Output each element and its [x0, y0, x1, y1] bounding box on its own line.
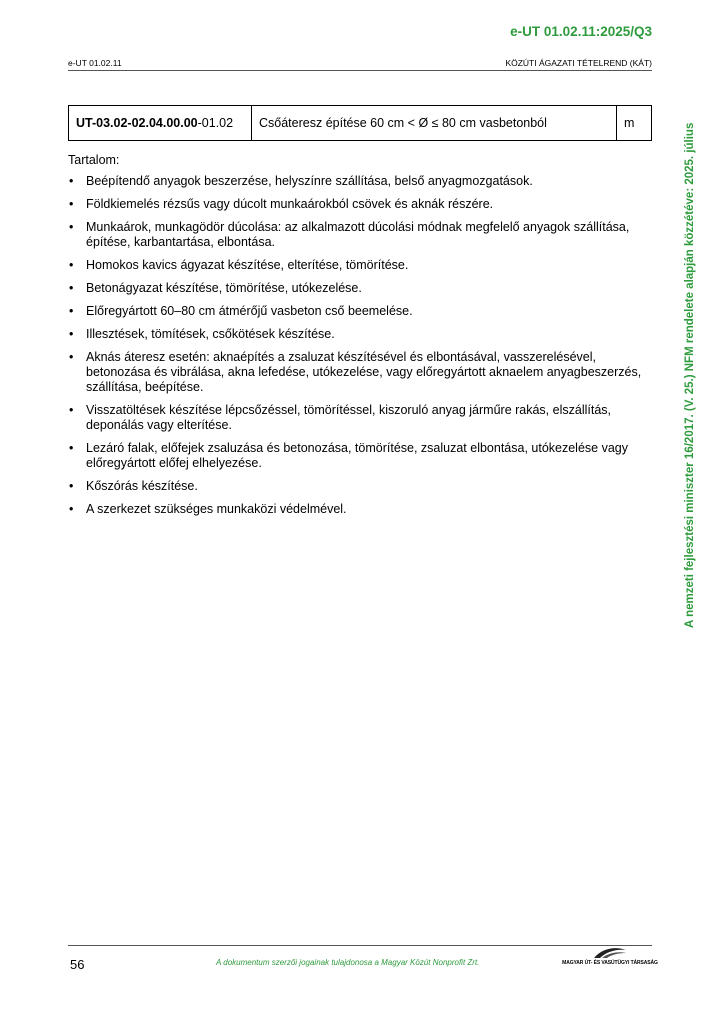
document-code: e-UT 01.02.11:2025/Q3	[510, 24, 652, 39]
list-item	[68, 327, 652, 342]
item-code-suffix: -01.02	[197, 116, 234, 130]
side-publication-note: A nemzeti fejlesztési miniszter 16/2017. (V. 25.) NFM rendelete alapján közzétéve: 2025. július	[684, 122, 696, 628]
list-item	[68, 304, 652, 319]
list-item-text: Földkiemelés rézsűs vagy dúcolt munkaárokból csövek és aknák részére.	[86, 197, 494, 211]
list-item	[68, 174, 652, 189]
logo-text: MAGYAR ÚT- ÉS VASÚTÜGYI TÁRSASÁG	[562, 960, 658, 966]
bullet-icon: •	[69, 281, 74, 295]
copyright-notice: A dokumentum szerzői jogainak tulajdonosa a Magyar Közút Nonprofit Zrt.	[216, 958, 480, 967]
bullet-icon: •	[69, 220, 74, 234]
bullet-icon: •	[69, 502, 74, 516]
list-item-text: Előregyártott 60–80 cm átmérőjű vasbeton cső beemelése.	[86, 304, 413, 318]
bullet-icon: •	[69, 441, 74, 455]
list-item-text: Visszatöltések készítése lépcsőzéssel, tömörítéssel, kiszoruló anyag járműre rakás, elszállítás, deponálás vagy elterítése.	[86, 403, 611, 432]
list-item-text: Aknás áteresz esetén: aknaépítés a zsaluzat készítésével és elbontásával, vasszerelésével, betonozása és vibrálása, akna lefedése, utókezelése, vagy előregyártott aknaelem anyagbeszerzés, szállítása, beépítése.	[86, 350, 642, 394]
header-right-title: KÖZÚTI ÁGAZATI TÉTELREND (KÁT)	[505, 58, 652, 68]
list-item	[68, 220, 652, 250]
list-item	[68, 258, 652, 273]
list-item	[68, 441, 652, 471]
list-item	[68, 350, 652, 395]
bullet-icon: •	[69, 174, 74, 188]
bullet-icon: •	[69, 197, 74, 211]
list-item-text: Munkaárok, munkagödör dúcolása: az alkalmazott dúcolási módnak megfelelő anyagok szállítása, építése, karbantartása, elbontása.	[86, 220, 630, 249]
bullet-icon: •	[69, 258, 74, 272]
running-header	[68, 58, 652, 71]
bullet-icon: •	[69, 327, 74, 341]
list-item-text: Illesztések, tömítések, csőkötések készítése.	[86, 327, 335, 341]
road-swoosh-icon	[592, 946, 628, 960]
item-code-main: UT-03.02-02.04.00.00	[76, 116, 198, 130]
list-item-text: Beépítendő anyagok beszerzése, helyszínre szállítása, belső anyagmozgatások.	[86, 174, 533, 188]
list-item-text: Betonágyazat készítése, tömörítése, utókezelése.	[86, 281, 362, 295]
bullet-icon: •	[69, 304, 74, 318]
list-item	[68, 502, 652, 517]
content-section	[68, 153, 652, 525]
item-description: Csőáteresz építése 60 cm < Ø ≤ 80 cm vasbetonból	[252, 106, 617, 141]
list-item	[68, 281, 652, 296]
list-item	[68, 403, 652, 433]
item-code-cell	[69, 106, 252, 141]
item-row	[69, 106, 652, 141]
content-list	[68, 174, 652, 517]
bullet-icon: •	[69, 403, 74, 417]
list-item-text: A szerkezet szükséges munkaközi védelmével.	[86, 502, 347, 516]
list-item-text: Homokos kavics ágyazat készítése, elterítése, tömörítése.	[86, 258, 409, 272]
bullet-icon: •	[69, 350, 74, 364]
society-logo	[560, 946, 660, 972]
item-unit: m	[617, 106, 652, 141]
content-title: Tartalom:	[68, 153, 120, 167]
bullet-icon: •	[69, 479, 74, 493]
page-number: 56	[70, 957, 85, 972]
item-table	[68, 105, 652, 141]
list-item-text: Lezáró falak, előfejek zsaluzása és betonozása, tömörítése, zsaluzat elbontása, utókezelése vagy előregyártott előfej elhelyezése.	[86, 441, 628, 470]
header-left-code: e-UT 01.02.11	[68, 58, 122, 68]
list-item	[68, 479, 652, 494]
list-item-text: Kőszórás készítése.	[86, 479, 198, 493]
list-item	[68, 197, 652, 212]
